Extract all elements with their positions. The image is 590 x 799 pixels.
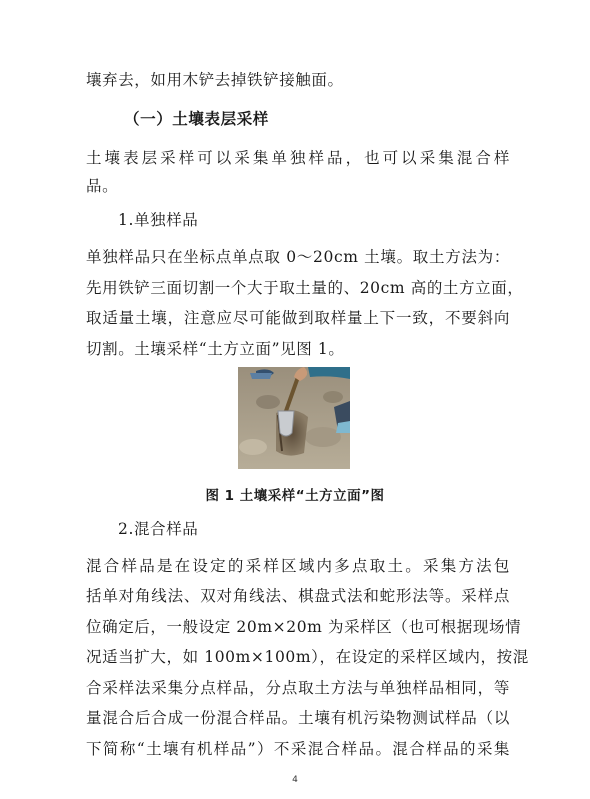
paragraph-line: 先用铁铲三面切割一个大于取土量的、20cm 高的土方立面， — [86, 279, 524, 297]
paragraph-line: 壤弃去，如用木铲去掉铁铲接触面。 — [86, 71, 344, 89]
paragraph-line: 品。 — [86, 177, 119, 195]
paragraph-line: 单独样品只在坐标点单点取 0～20cm 土壤。取土方法为： — [86, 248, 510, 266]
paragraph-line: 混合样品是在设定的采样区域内多点取土。采集方法包 — [86, 557, 510, 575]
paragraph-line: 下简称“土壤有机样品”）不采混合样品。混合样品的采集 — [86, 740, 510, 758]
section-heading: （一）土壤表层采样 — [124, 110, 269, 128]
page-number: 4 — [292, 775, 298, 785]
figure-caption: 图 1 土壤采样“土方立面”图 — [205, 488, 385, 504]
paragraph-line: 切割。土壤采样“土方立面”见图 1。 — [86, 340, 345, 358]
paragraph-line: 量混合后合成一份混合样品。土壤有机污染物测试样品（以 — [86, 709, 510, 727]
paragraph-line: 括单对角线法、双对角线法、棋盘式法和蛇形法等。采样点 — [86, 587, 510, 605]
paragraph-line: 土壤表层采样可以采集单独样品，也可以采集混合样 — [86, 149, 510, 167]
paragraph-line: 合采样法采集分点样品，分点取土方法与单独样品相同，等 — [86, 679, 510, 697]
soil-sampling-photo — [238, 367, 350, 469]
paragraph-line: 取适量土壤，注意应尽可能做到取样量上下一致，不要斜向 — [86, 309, 510, 327]
subsection-heading: 1.单独样品 — [118, 211, 199, 229]
paragraph-line: 况适当扩大，如 100m×100m），在设定的采样区域内，按混 — [86, 648, 529, 666]
paragraph-line: 位确定后，一般设定 20m×20m 为采样区（也可根据现场情 — [86, 618, 522, 636]
subsection-heading: 2.混合样品 — [118, 520, 199, 538]
